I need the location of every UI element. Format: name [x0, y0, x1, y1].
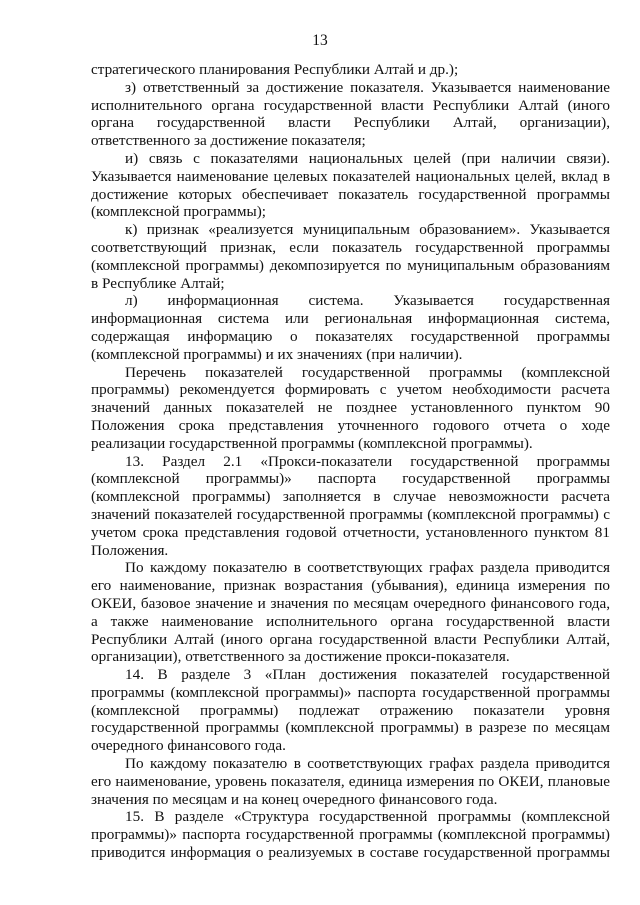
paragraph: 14. В разделе 3 «План достижения показателей государственной программы (комплексной программы)» паспорта государственной программы (комплексной программы) подлежат отражению показатели уровня государственной программы (комплексной программы) в разрезе по месяцам очередного финансового года. — [91, 666, 610, 755]
paragraph: 15. В разделе «Структура государственной программы (комплексной программы)» паспорта государственной программы (комплексной программы) приводится информация о реализуемых в составе государственной программы — [91, 808, 610, 862]
paragraph: По каждому показателю в соответствующих графах раздела приводится его наименование, признак возрастания (убывания), единица измерения по ОКЕИ, базовое значение и значения по месяцам очередного финансового года, а также наименование исполнительного органа государственной власти Республики Алтай (иного органа государственной власти Республики Алтай, организации), ответственного за достижение прокси-показателя. — [91, 559, 610, 666]
page-number: 13 — [312, 32, 328, 49]
paragraph: л) информационная система. Указывается государственная информационная система или региональная информационная система, содержащая информацию о показателях государственной программы (комплексной программы) и их значениях (при наличии). — [91, 292, 610, 363]
paragraph: к) признак «реализуется муниципальным образованием». Указывается соответствующий признак, если показатель государственной программы (комплексной программы) декомпозируется по муниципальным образованиям в Республике Алтай; — [91, 221, 610, 292]
document-body — [91, 61, 610, 862]
paragraph: По каждому показателю в соответствующих графах раздела приводится его наименование, уровень показателя, единица измерения по ОКЕИ, плановые значения по месяцам и на конец очередного финансового года. — [91, 755, 610, 808]
paragraph: Перечень показателей государственной программы (комплексной программы) рекомендуется формировать с учетом необходимости расчета значений данных показателей не позднее установленного пунктом 90 Положения срока представления уточненного годового отчета о ходе реализации государственной программы (комплексной программы). — [91, 363, 610, 452]
paragraph: з) ответственный за достижение показателя. Указывается наименование исполнительного органа государственной власти Республики Алтай (иного органа государственной власти Республики Алтай, организации), ответственного за достижение показателя; — [91, 78, 610, 150]
paragraph: 13. Раздел 2.1 «Прокси-показатели государственной программы (комплексной программы)» паспорта государственной программы (комплексной программы) заполняется в случае невозможности расчета значений показателей государственной программы (комплексной программы) с учетом срока представления годовой отчетности, установленного пунктом 81 Положения. — [91, 452, 610, 559]
paragraph: стратегического планирования Республики Алтай и др.); — [91, 61, 459, 78]
paragraph: и) связь с показателями национальных целей (при наличии связи). Указывается наименование целевых показателей национальных целей, вклад в достижение которых обеспечивает показатель государственной программы (комплексной программы); — [91, 149, 610, 221]
